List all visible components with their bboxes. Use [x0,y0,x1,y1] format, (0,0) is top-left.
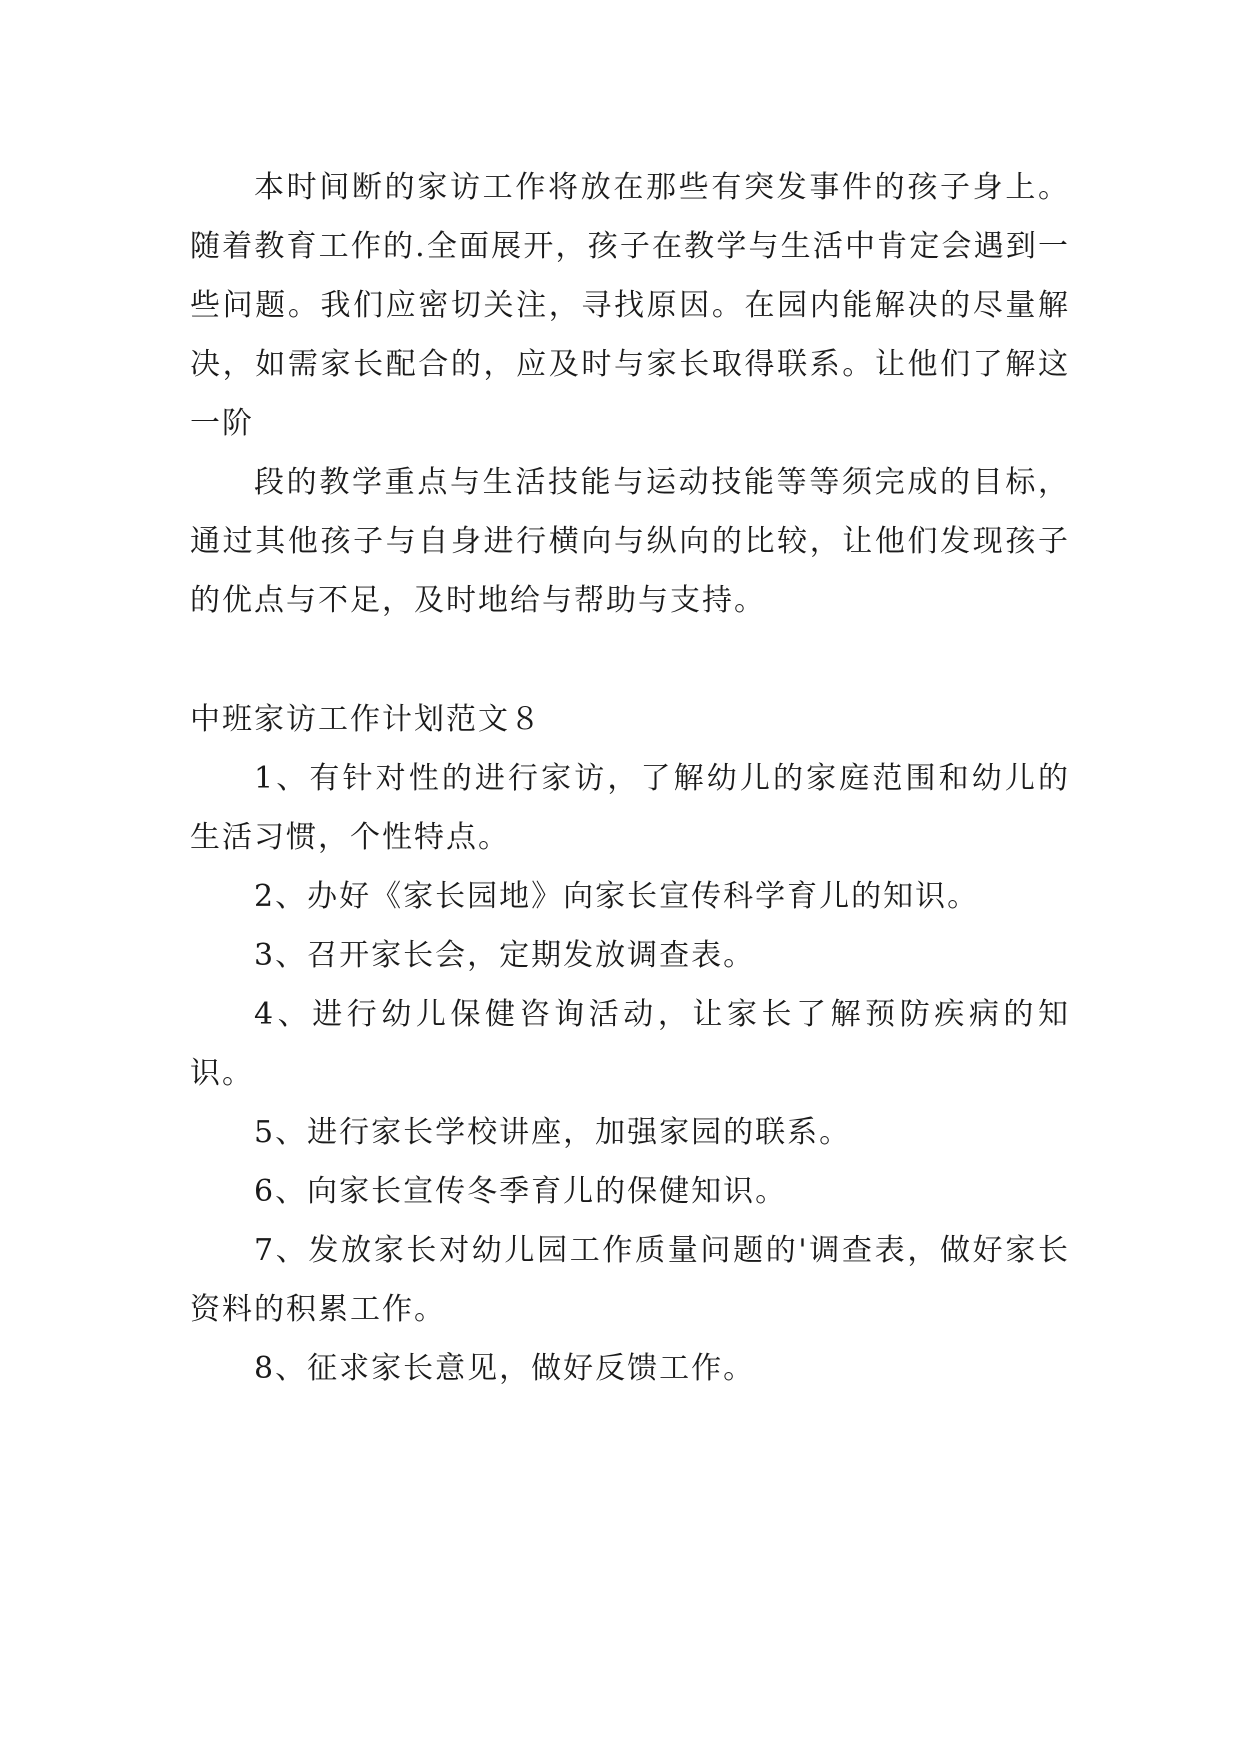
paragraph-1: 本时间断的家访工作将放在那些有突发事件的孩子身上。随着教育工作的.全面展开，孩子在教学与生活中肯定会遇到一些问题。我们应密切关注，寻找原因。在园内能解决的尽量解决，如需家长配合的，应及时与家长取得联系。让他们了解这一阶 [190,170,1070,441]
list-item-2: 2、办好《家长园地》向家长宣传科学育儿的知识。 [254,879,980,914]
document-body [190,158,1070,1398]
list-item-5: 5、进行家长学校讲座，加强家园的联系。 [254,1115,852,1150]
list-item-1: 1、有针对性的进行家访，了解幼儿的家庭范围和幼儿的生活习惯，个性特点。 [190,761,1070,855]
section-heading: 中班家访工作计划范文８ [190,702,542,737]
list-item-7: 7、发放家长对幼儿园工作质量问题的'调查表，做好家长资料的积累工作。 [190,1233,1070,1327]
list-item-3: 3、召开家长会，定期发放调查表。 [254,938,756,973]
list-item-8: 8、征求家长意见，做好反馈工作。 [254,1351,756,1386]
paragraph-2: 段的教学重点与生活技能与运动技能等等须完成的目标，通过其他孩子与自身进行横向与纵向的比较，让他们发现孩子的优点与不足，及时地给与帮助与支持。 [190,465,1070,618]
list-item-6: 6、向家长宣传冬季育儿的保健知识。 [254,1174,788,1209]
list-item-4: 4、进行幼儿保健咨询活动，让家长了解预防疾病的知识。 [190,997,1070,1091]
